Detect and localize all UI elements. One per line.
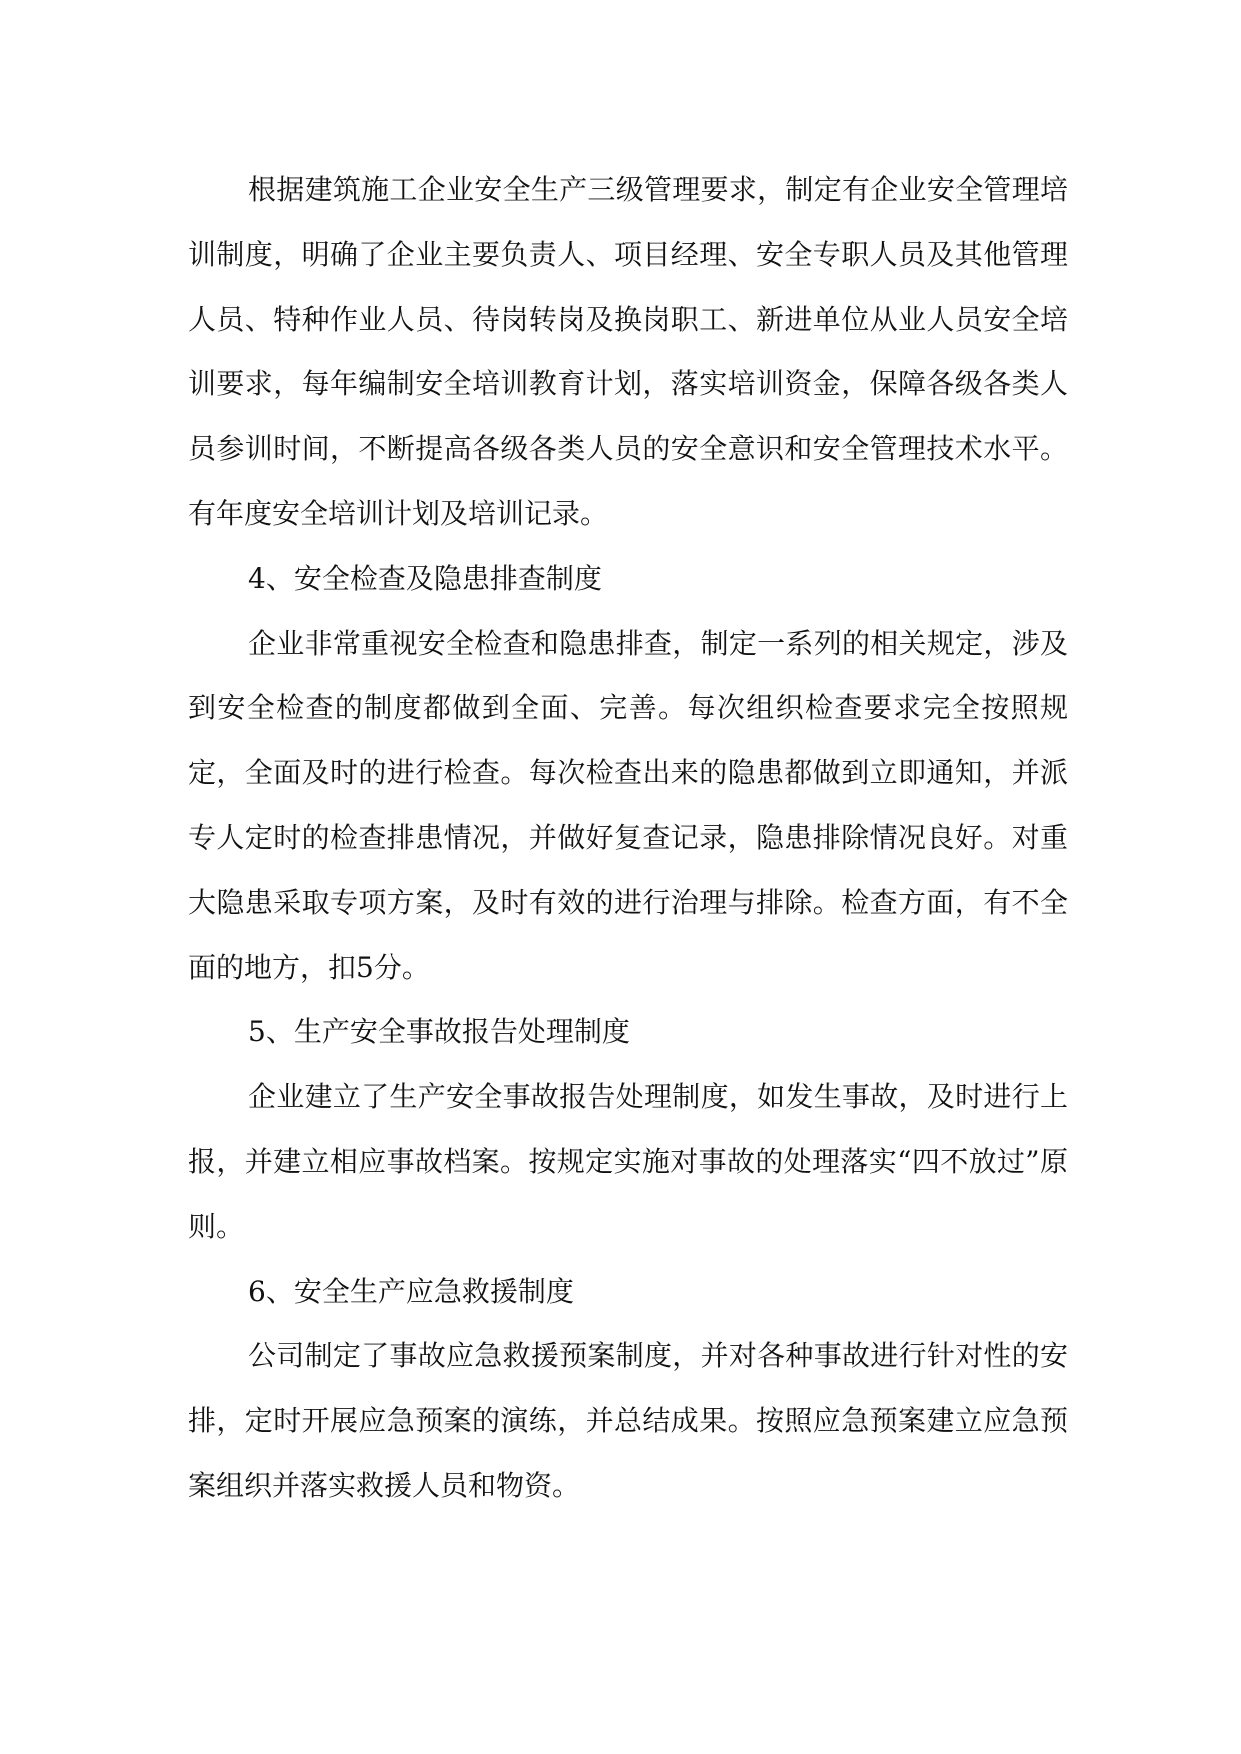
paragraph-inspection-policy: 企业非常重视安全检查和隐患排查，制定一系列的相关规定，涉及到安全检查的制度都做到全面、完善。每次组织检查要求完全按照规定，全面及时的进行检查。每次检查出来的隐患都做到立即通知，并派专人定时的检查排患情况，并做好复查记录，隐患排除情况良好。对重大隐患采取专项方案，及时有效的进行治理与排除。检查方面，有不全面的地方，扣5分。 <box>188 626 1068 984</box>
section-heading-5: 5、生产安全事故报告处理制度 <box>248 1015 630 1049</box>
section-heading-4: 4、安全检查及隐患排查制度 <box>248 561 602 595</box>
paragraph-training-policy: 根据建筑施工企业安全生产三级管理要求，制定有企业安全管理培训制度，明确了企业主要负责人、项目经理、安全专职人员及其他管理人员、特种作业人员、待岗转岗及换岗职工、新进单位从业人员安全培训要求，每年编制安全培训教育计划，落实培训资金，保障各级各类人员参训时间，不断提高各级各类人员的安全意识和安全管理技术水平。有年度安全培训计划及培训记录。 <box>188 173 1068 530</box>
paragraph-accident-report-policy: 企业建立了生产安全事故报告处理制度，如发生事故，及时进行上报，并建立相应事故档案。按规定实施对事故的处理落实“四不放过”原则。 <box>188 1080 1068 1243</box>
paragraph-emergency-rescue-policy: 公司制定了事故应急救援预案制度，并对各种事故进行针对性的安排，定时开展应急预案的演练，并总结成果。按照应急预案建立应急预案组织并落实救援人员和物资。 <box>188 1339 1068 1502</box>
document-body <box>188 158 1068 1519</box>
section-heading-6: 6、安全生产应急救援制度 <box>248 1274 574 1308</box>
